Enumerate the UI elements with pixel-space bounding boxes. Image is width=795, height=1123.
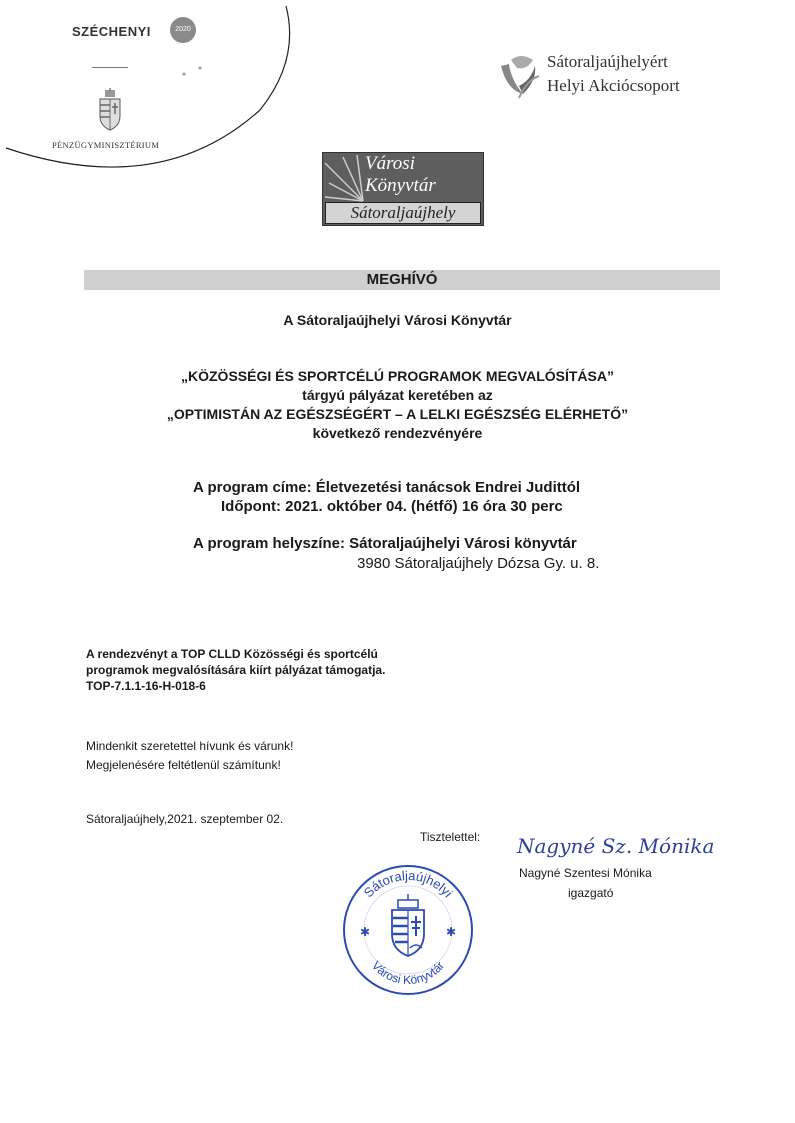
library-logo-word-2: Könyvtár [365,175,436,196]
stamp-bottom-text: Városi Könyvtár [368,958,448,988]
szechenyi-2020-badge: 2020 [170,17,196,43]
lag-name-line2: Helyi Akciócsoport [547,76,680,95]
hungarian-coat-of-arms-icon [97,88,123,132]
support-project-code: TOP-7.1.1-16-H-018-6 [86,679,206,693]
svg-text:Városi Könyvtár [369,958,447,987]
invitation-line-1: Mindenkit szeretettel hívunk és várunk! [86,739,294,753]
ministry-name: PÉNZÜGYMINISZTÉRIUM [52,140,160,150]
lag-name-line1: Sátoraljaújhelyért [547,52,668,71]
document-title: MEGHÍVÓ [366,271,438,288]
divider [92,67,128,68]
signer-title: igazgató [568,886,614,900]
stamp-coat-of-arms-icon [392,894,424,956]
project-line-4: következő rendezvényére [312,425,483,441]
lag-logo-icon [497,50,541,102]
regards: Tisztelettel: [420,830,481,844]
handwritten-signature: Nagyné Sz. Mónika [517,834,715,858]
program-address: 3980 Sátoraljaújhely Dózsa Gy. u. 8. [357,555,600,572]
svg-text:✱: ✱ [446,925,457,939]
support-line-1: A rendezvényt a TOP CLLD Közösségi és sportcélú [86,647,378,661]
program-date: Időpont: 2021. október 04. (hétfő) 16 óra 30 perc [221,498,563,515]
sun-rays-icon [323,153,365,203]
szechenyi-logo-text: SZÉCHENYI [72,24,151,39]
signer-name: Nagyné Szentesi Mónika [519,866,652,880]
organizer: A Sátoraljaújhelyi Városi Könyvtár [283,312,512,328]
project-line-3: „OPTIMISTÁN AZ EGÉSZSÉGÉRT – A LELKI EGÉSZSÉG ELÉRHETŐ” [166,406,629,422]
support-line-2: programok megvalósítására kiírt pályázat támogatja. [86,663,386,677]
library-logo [322,152,484,226]
project-line-2: tárgyú pályázat keretében az [302,387,493,403]
program-venue: A program helyszíne: Sátoraljaújhelyi Városi könyvtár [193,535,577,552]
invitation-line-2: Megjelenésére feltétlenül számítunk! [86,758,281,772]
svg-text:✱: ✱ [360,925,371,939]
library-logo-word-1: Városi [365,153,415,174]
library-logo-word-3: Sátoraljaújhely [325,202,481,224]
place-and-date: Sátoraljaújhely,2021. szeptember 02. [86,812,284,826]
project-line-1: „KÖZÖSSÉGI ÉS SPORTCÉLÚ PROGRAMOK MEGVALÓSÍTÁSA” [181,368,614,384]
program-title: A program címe: Életvezetési tanácsok Endrei Judittól [193,479,581,496]
stamp-top-text: Sátoraljaújhelyi [360,867,456,901]
official-stamp [340,862,476,998]
